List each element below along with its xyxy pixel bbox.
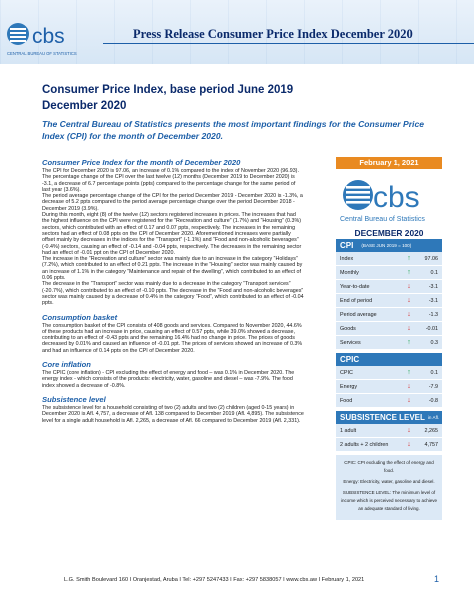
sidebar-month: DECEMBER 2020 [336, 227, 442, 239]
cpi-row [336, 308, 442, 322]
note: Energy: Electricity, water, gasoline and diesel. [343, 479, 435, 484]
header-rule [103, 43, 474, 44]
row-label: 1 adult [340, 427, 357, 434]
page-number: 1 [434, 574, 440, 584]
row-value: -1.3 [428, 311, 438, 318]
row-label: Energy [340, 383, 358, 390]
row-value: -0.8 [428, 397, 438, 404]
cpic-row [336, 394, 442, 408]
cbs-logo [6, 14, 92, 60]
cpi-row [336, 252, 442, 266]
page-header [0, 0, 474, 64]
subsistence-subtitle: in Afl. [427, 415, 440, 420]
cpi-row [336, 266, 442, 280]
paragraph: The increase in the “Recreation and culture” sector was mainly due to an increase in the category “Holidays” (7.2%), which contributed to an effect of 0.21 ppts. The increase in the “Housing” sector was mainly caused by an increase of 1.1% in the category “Maintenance and repair of the dwelling”, which contributed to an effect of 0.06 ppts. [42, 256, 303, 282]
cpi-row [336, 322, 442, 336]
paragraph: The decrease in the “Transport” sector was mainly due to a decrease in the category “Transport services” (-20.7%), which contributed to an effect of -0.10 ppts. The decrease in the “Food and non-alcoholic beverages” sector was mainly caused by a decrease of 0.4% in the category “Food”, which contributed to an effect of -0.04 ppts. [42, 281, 304, 307]
sidebar-logo-text: cbs [373, 181, 420, 214]
cpi-title: CPI [340, 241, 354, 250]
section-heading: Core inflation [42, 360, 91, 370]
paragraph: The consumption basket of the CPI consists of 408 goods and services. Compared to November 2020, 44.6% of these products had an increase in price, causing an effect of 0.57 ppts, while 39.0% showed a decrease, contributing to an effect of -0.43 ppts and the remaining 16.4% had no change in price. The prices of goods decreased by 0.01% and caused an influence of -0.01 ppt. The prices of services showed an increase of 0.3% and had an influence of 0.14 ppts on the CPI of December 2020. [42, 322, 303, 354]
cpi-table [336, 252, 442, 350]
arrow-down-icon: ↓ [407, 325, 411, 332]
section-subsistence-level [42, 395, 304, 424]
row-value: 97.06 [424, 255, 438, 262]
footer-contact: L.G. Smith Boulevard 160 I Oranjestad, Aruba I Tel: +297 5247433 I Fax: +297 5838057 I www.cbs.aw I February 1, 2021 [64, 577, 365, 583]
arrow-up-icon: ↑ [407, 269, 411, 276]
arrow-up-icon: ↑ [407, 255, 411, 262]
row-value: 2,265 [424, 427, 438, 434]
row-label: Year-to-date [340, 283, 370, 290]
cpi-band [336, 239, 442, 252]
cpic-title: CPIC [340, 355, 360, 364]
row-value: 4,757 [424, 441, 438, 448]
row-value: 0.1 [430, 369, 438, 376]
row-label: Services [340, 339, 361, 346]
section-consumption-basket [42, 313, 304, 354]
arrow-down-icon: ↓ [407, 297, 411, 304]
row-label: Goods [340, 325, 356, 332]
cpi-row [336, 336, 442, 350]
arrow-down-icon: ↓ [407, 397, 411, 404]
note: CPIC: CPI excluding the effect of energy and food. [344, 460, 434, 473]
note: SUBSISTENCE LEVEL: The minimum level of income which is perceived necessary to achieve an adequate standard of living. [340, 490, 438, 511]
cpic-band [336, 353, 442, 366]
arrow-down-icon: ↓ [407, 311, 411, 318]
row-label: 2 adults + 2 children [340, 441, 389, 448]
arrow-down-icon: ↓ [407, 283, 411, 290]
section-cpi [42, 158, 304, 307]
document-title [42, 82, 342, 114]
arrow-up-icon: ↑ [407, 369, 411, 376]
cpi-row [336, 280, 442, 294]
section-core-inflation [42, 360, 304, 389]
sidebar-logo [336, 169, 442, 227]
row-label: Period average [340, 311, 377, 318]
title-line-1: Consumer Price Index, base period June 2019 [42, 84, 294, 96]
cpi-subtitle: (BASE JUN 2019 = 100) [361, 243, 412, 248]
logo-text: cbs [32, 25, 65, 48]
sidebar-logo-subtext: Central Bureau of Statistics [340, 216, 425, 223]
section-heading: Consumption basket [42, 312, 118, 322]
row-value: -3.1 [428, 297, 438, 304]
logo-subtext: CENTRAL BUREAU OF STATISTICS [7, 51, 77, 56]
main-column [42, 158, 304, 424]
row-value: 0.3 [430, 339, 438, 346]
arrow-down-icon: ↓ [407, 383, 411, 390]
row-label: CPIC [340, 369, 353, 376]
section-heading: Subsistence level [42, 394, 106, 404]
subsistence-title: SUBSISTENCE LEVEL [340, 413, 425, 422]
cbs-logo-large [336, 169, 442, 227]
arrow-down-icon: ↓ [407, 441, 411, 448]
release-date: February 1, 2021 [336, 157, 442, 169]
paragraph: The CPI for December 2020 is 97.06, an increase of 0.1% compared to the index of November 2020 (96.93). [42, 168, 299, 174]
cpic-table [336, 366, 442, 408]
arrow-up-icon: ↑ [407, 339, 411, 346]
cpi-row [336, 294, 442, 308]
intro-text: The Central Bureau of Statistics presents the most important findings for the Consumer Price Index (CPI) for the month of December 2020. [42, 119, 425, 141]
row-label: Food [340, 397, 353, 404]
paragraph: The percentage change of the CPI over the last twelve (12) months (December 2019 to December 2020) is -3.1, a decrease of 6.7 percentage points (ppts) compared to the percentage change for the same period of last year (3.6%). [42, 174, 296, 193]
subsistence-band [336, 411, 442, 424]
sidebar [336, 157, 442, 520]
row-value: -7.9 [428, 383, 438, 390]
paragraph: The period average percentage change of the CPI for the period December 2019 - December 2020 is -1.3%, a decrease of 5.2 ppts compared to the period average percentage change over the period December 2018 - December 2019 (3.9%). [42, 193, 303, 212]
paragraph: During this month, eight (8) of the twelve (12) sectors registered increases in prices. The increases that had the highest influence on the CPI were registered for the “Recreation and culture” (1.7%) and “Housing” (0.3%) sectors, which contributed with an effect of 0.17 and 0.07 ppts, respectively. The increases in the remaining sectors had an effect of 0.08 ppts on the CPI of December 2020. Aforementioned increases were partially offset mainly by decreases in the indices for the “Transport” (-1.1%) and “Food and non-alcoholic beverages” (-0.4%) sectors, causing an effect of -0.14 and -0.04 ppts, respectively. The decreases in the remaining sector had an effect of -0.01 ppt on the CPI of December 2020. [42, 212, 302, 256]
subsistence-row [336, 438, 442, 452]
section-heading: Consumer Price Index for the month of December 2020 [42, 158, 241, 167]
row-value: -3.1 [428, 283, 438, 290]
row-label: End of period [340, 297, 373, 304]
sidebar-notes [336, 455, 442, 520]
cpic-row [336, 366, 442, 380]
title-line-2: December 2020 [42, 100, 127, 112]
row-value: -0.01 [425, 325, 438, 332]
arrow-down-icon: ↓ [407, 427, 411, 434]
row-label: Monthly [340, 269, 359, 276]
header-title: Press Release Consumer Price Index December 2020 [133, 27, 413, 41]
row-value: 0.1 [430, 269, 438, 276]
paragraph: The CPIC (core inflation) - CPI excluding the effect of energy and food – was 0.1% in December 2020. The energy index - which consists of the products: electricity, water, gasoline and diesel – was -7.9%. The food index showed a decrease of -0.8%. [42, 370, 295, 389]
subsistence-table [336, 424, 442, 452]
subsistence-row [336, 424, 442, 438]
cpic-row [336, 380, 442, 394]
row-label: Index [340, 255, 354, 262]
paragraph: The subsistence level for a household consisting of two (2) adults and two (2) children (aged 0-15 years) in December 2020 is Afl. 4,757, a decrease of Afl. 138 compared to December 2019 (Afl. 4,895). The subsistence level for a single adult household is Afl. 2,265, a decrease of Afl. 66 compared to December 2019 (Afl. 2,331). [42, 404, 304, 424]
